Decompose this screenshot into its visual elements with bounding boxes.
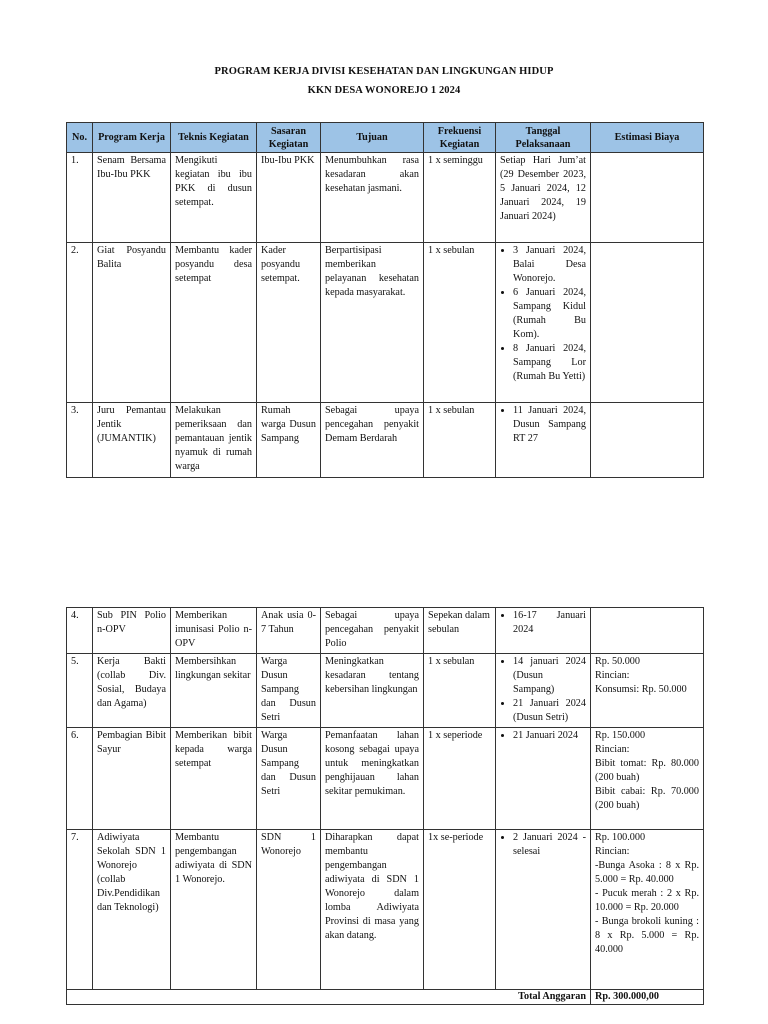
tanggal-list	[500, 244, 586, 384]
teknis-kegiatan-cell: Membersihkan lingkungan sekitar	[171, 654, 257, 728]
program-kerja-cell: Sub PIN Polio n-OPV	[93, 608, 171, 654]
tujuan-cell: Sebagai upaya pencegahan penyakit Demam Berdarah	[321, 403, 424, 478]
tanggal-list-item: • 6 Januari 2024, Sampang Kidul (Rumah Bu Kom).	[513, 286, 586, 342]
frekuensi-cell: 1x se-periode	[424, 830, 496, 990]
frekuensi-cell: 1 x sebulan	[424, 243, 496, 403]
program-kerja-cell: Kerja Bakti (collab Div. Sosial, Budaya dan Agama)	[93, 654, 171, 728]
sasaran-kegiatan-cell: SDN 1 Wonorejo	[257, 830, 321, 990]
tujuan-cell: Diharapkan dapat membantu pengembangan adiwiyata di SDN 1 Wonorejo dalam lomba Adiwiyata Provinsi di masa yang akan datang.	[321, 830, 424, 990]
table-row	[67, 830, 704, 990]
teknis-kegiatan-cell: Membantu kader posyandu desa setempat	[171, 243, 257, 403]
sasaran-kegiatan-cell: Warga Dusun Sampang dan Dusun Setri	[257, 654, 321, 728]
teknis-kegiatan-cell: Memberikan imunisasi Polio n-OPV	[171, 608, 257, 654]
tujuan-cell: Menumbuhkan rasa kesadaran akan kesehatan jasmani.	[321, 153, 424, 243]
teknis-kegiatan-cell: Mengikuti kegiatan ibu ibu PKK di dusun setempat.	[171, 153, 257, 243]
estimasi-biaya-cell	[591, 654, 704, 728]
tanggal-list	[500, 609, 586, 637]
sasaran-kegiatan-cell: Kader posyandu setempat.	[257, 243, 321, 403]
estimasi-biaya-cell	[591, 608, 704, 654]
program-table-page-2	[66, 607, 704, 1005]
total-value: Rp. 300.000,00	[591, 990, 704, 1005]
tanggal-list-item: • 8 Januari 2024, Sampang Lor (Rumah Bu Yetti)	[513, 342, 586, 384]
tanggal-pelaksanaan-cell	[496, 153, 591, 243]
biaya-line: Konsumsi: Rp. 50.000	[595, 684, 687, 695]
biaya-line: -Bunga Asoka : 8 x Rp. 5.000 = Rp. 40.000	[595, 860, 699, 885]
program-kerja-cell: Giat Posyandu Balita	[93, 243, 171, 403]
row-number: 3.	[67, 403, 93, 478]
estimasi-biaya-cell	[591, 728, 704, 830]
document-subtitle: KKN DESA WONOREJO 1 2024	[307, 85, 461, 96]
estimasi-biaya-cell	[591, 243, 704, 403]
row-number: 2.	[67, 243, 93, 403]
tanggal-list-item: • 11 Januari 2024, Dusun Sampang RT 27	[513, 404, 586, 446]
biaya-line: - Bunga brokoli kuning : 8 x Rp. 5.000 = Rp. 40.000	[595, 916, 699, 955]
tanggal-list-item: • 2 Januari 2024 - selesai	[513, 831, 586, 859]
row-number: 7.	[67, 830, 93, 990]
row-number: 4.	[67, 608, 93, 654]
table-row	[67, 728, 704, 830]
tanggal-list-item: • 21 Januari 2024 (Dusun Setri)	[513, 697, 586, 725]
teknis-kegiatan-cell: Melakukan pemeriksaan dan pemantauan jentik nyamuk di rumah warga	[171, 403, 257, 478]
tanggal-list	[500, 831, 586, 859]
tujuan-cell: Sebagai upaya pencegahan penyakit Polio	[321, 608, 424, 654]
header-tanggal-pelaksanaan: Tanggal Pelaksanaan	[496, 123, 591, 153]
biaya-line: Rp. 50.000	[595, 656, 640, 667]
total-label: Total Anggaran	[67, 990, 591, 1005]
tanggal-list	[500, 655, 586, 725]
tanggal-pelaksanaan-cell	[496, 830, 591, 990]
row-number: 6.	[67, 728, 93, 830]
tanggal-list	[500, 729, 586, 743]
tanggal-list-item: • 16-17 Januari 2024	[513, 609, 586, 637]
table-row	[67, 654, 704, 728]
program-kerja-cell: Adiwiyata Sekolah SDN 1 Wonorejo (collab Div.Pendidikan dan Teknologi)	[93, 830, 171, 990]
tanggal-pelaksanaan-cell	[496, 654, 591, 728]
sasaran-kegiatan-cell: Anak usia 0-7 Tahun	[257, 608, 321, 654]
tanggal-list	[500, 404, 586, 446]
program-kerja-cell: Senam Bersama Ibu-Ibu PKK	[93, 153, 171, 243]
frekuensi-cell: Sepekan dalam sebulan	[424, 608, 496, 654]
program-kerja-cell: Juru Pemantau Jentik (JUMANTIK)	[93, 403, 171, 478]
header-teknis-kegiatan: Teknis Kegiatan	[171, 123, 257, 153]
table-row	[67, 243, 704, 403]
tanggal-pelaksanaan-cell	[496, 403, 591, 478]
tujuan-cell: Berpartisipasi memberikan pelayanan kesehatan kepada masyarakat.	[321, 243, 424, 403]
header-program-kerja: Program Kerja	[93, 123, 171, 153]
frekuensi-cell: 1 x seminggu	[424, 153, 496, 243]
frekuensi-cell: 1 x sebulan	[424, 654, 496, 728]
sasaran-kegiatan-cell: Warga Dusun Sampang dan Dusun Setri	[257, 728, 321, 830]
table-row	[67, 153, 704, 243]
teknis-kegiatan-cell: Membantu pengembangan adiwiyata di SDN 1 Wonorejo.	[171, 830, 257, 990]
biaya-line: Rincian:	[595, 670, 630, 681]
tanggal-text: Setiap Hari Jum’at (29 Desember 2023, 5 Januari 2024, 12 Januari 2024, 19 Januari 2024)	[500, 155, 586, 222]
tanggal-list-item: • 21 Januari 2024	[513, 729, 586, 743]
tanggal-list-item: • 14 januari 2024 (Dusun Sampang)	[513, 655, 586, 697]
tanggal-pelaksanaan-cell	[496, 243, 591, 403]
biaya-line: Bibit cabai: Rp. 70.000 (200 buah)	[595, 786, 699, 811]
tujuan-cell: Meningkatkan kesadaran tentang kebersihan lingkungan	[321, 654, 424, 728]
sasaran-kegiatan-cell: Ibu-Ibu PKK	[257, 153, 321, 243]
frekuensi-cell: 1 x sebulan	[424, 403, 496, 478]
teknis-kegiatan-cell: Memberikan bibit kepada warga setempat	[171, 728, 257, 830]
estimasi-biaya-cell	[591, 153, 704, 243]
header-sasaran-kegiatan: Sasaran Kegiatan	[257, 123, 321, 153]
biaya-line: - Pucuk merah : 2 x Rp. 10.000 = Rp. 20.000	[595, 888, 699, 913]
header-frekuensi-kegiatan: Frekuensi Kegiatan	[424, 123, 496, 153]
sasaran-kegiatan-cell: Rumah warga Dusun Sampang	[257, 403, 321, 478]
estimasi-biaya-cell	[591, 830, 704, 990]
header-tujuan: Tujuan	[321, 123, 424, 153]
row-number: 5.	[67, 654, 93, 728]
document-title: PROGRAM KERJA DIVISI KESEHATAN DAN LINGKUNGAN HIDUP	[214, 66, 554, 77]
program-table-page-1	[66, 122, 704, 478]
table-row	[67, 608, 704, 654]
tujuan-cell: Pemanfaatan lahan kosong sebagai upaya untuk meningkatkan penghijauan lahan sekitar pemukiman.	[321, 728, 424, 830]
table-row	[67, 403, 704, 478]
estimasi-biaya-cell	[591, 403, 704, 478]
tanggal-pelaksanaan-cell	[496, 608, 591, 654]
biaya-line: Rp. 150.000	[595, 730, 646, 741]
biaya-line: Rp. 100.000	[595, 832, 646, 843]
frekuensi-cell: 1 x seperiode	[424, 728, 496, 830]
row-number: 1.	[67, 153, 93, 243]
tanggal-list-item: • 3 Januari 2024, Balai Desa Wonorejo.	[513, 244, 586, 286]
biaya-line: Rincian:	[595, 846, 630, 857]
biaya-line: Rincian:	[595, 744, 630, 755]
header-no: No.	[67, 123, 93, 153]
program-kerja-cell: Pembagian Bibit Sayur	[93, 728, 171, 830]
biaya-line: Bibit tomat: Rp. 80.000 (200 buah)	[595, 758, 699, 783]
tanggal-pelaksanaan-cell	[496, 728, 591, 830]
header-estimasi-biaya: Estimasi Biaya	[591, 123, 704, 153]
